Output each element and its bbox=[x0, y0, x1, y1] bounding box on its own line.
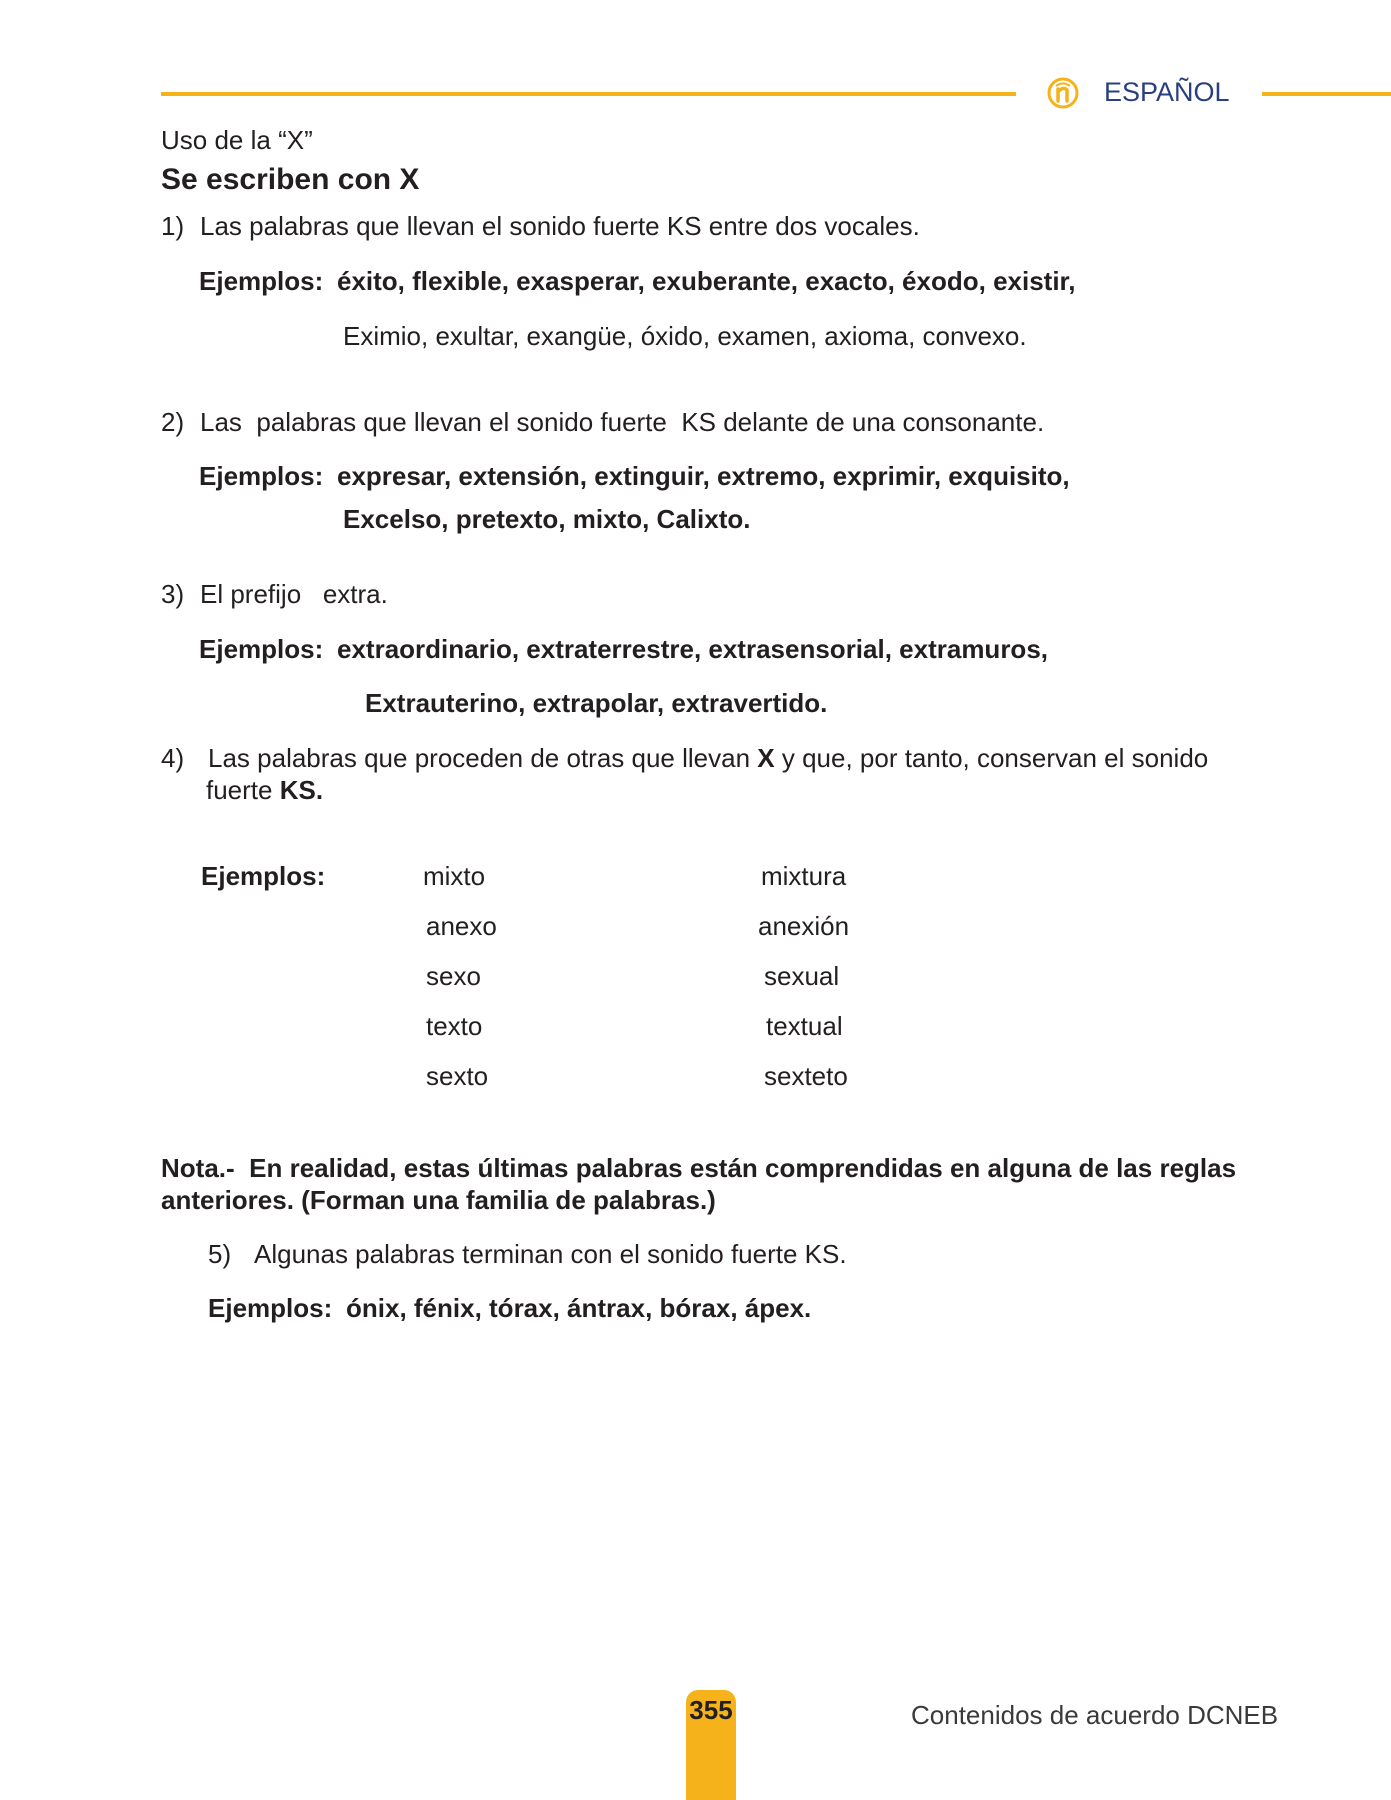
pair-derived: sexteto bbox=[764, 1061, 848, 1091]
rule-1-number: 1) bbox=[161, 211, 185, 241]
rule-2-text: Las palabras que llevan el sonido fuerte KS delante de una consonante. bbox=[200, 407, 1045, 437]
rule-3-examples-line1: extraordinario, extraterrestre, extrasensorial, extramuros, bbox=[337, 634, 1049, 664]
pair-base: sexo bbox=[426, 961, 481, 991]
rule-4-text-x: X bbox=[757, 743, 775, 773]
page-heading: Se escriben con X bbox=[161, 163, 420, 196]
rule-1-text: Las palabras que llevan el sonido fuerte KS entre dos vocales. bbox=[200, 211, 920, 241]
rule-4-text-b: y que, por tanto, conservan el sonido fuerte bbox=[206, 743, 1209, 805]
rule-2-number: 2) bbox=[161, 407, 185, 437]
rule-3-examples-line2: Extrauterino, extrapolar, extravertido. bbox=[365, 688, 828, 718]
rule-1-examples-line1: éxito, flexible, exasperar, exuberante, exacto, éxodo, existir, bbox=[337, 266, 1076, 296]
rule-5-examples-label: Ejemplos: bbox=[208, 1293, 333, 1323]
pair-base: mixto bbox=[423, 861, 486, 891]
note-paragraph bbox=[161, 1152, 1291, 1216]
rule-3-text: El prefijo extra. bbox=[200, 579, 388, 609]
rule-3-number: 3) bbox=[161, 579, 185, 609]
rule-4-text-ks: KS. bbox=[279, 775, 324, 805]
pair-derived: mixtura bbox=[761, 861, 847, 891]
pair-base: anexo bbox=[426, 911, 497, 941]
rule-2-examples-line1: expresar, extensión, extinguir, extremo, exprimir, exquisito, bbox=[337, 461, 1070, 491]
footer-text: Contenidos de acuerdo DCNEB bbox=[911, 1700, 1279, 1730]
rule-2-examples-label: Ejemplos: bbox=[199, 461, 324, 491]
rule-5-number: 5) bbox=[208, 1239, 232, 1269]
pair-derived: anexión bbox=[758, 911, 850, 941]
rule-1-examples-line2: Eximio, exultar, exangüe, óxido, examen, axioma, convexo. bbox=[343, 321, 1027, 351]
rule-5-examples-line1: ónix, fénix, tórax, ántrax, bórax, ápex. bbox=[346, 1293, 812, 1323]
rule-4-examples-label: Ejemplos: bbox=[201, 861, 326, 891]
pair-base: sexto bbox=[426, 1061, 489, 1091]
pair-derived: textual bbox=[766, 1011, 843, 1041]
rule-3-examples-label: Ejemplos: bbox=[199, 634, 324, 664]
n-circle-icon bbox=[1047, 77, 1079, 109]
page-number: 355 bbox=[689, 1695, 733, 1725]
intro-text: Uso de la “X” bbox=[161, 125, 313, 155]
rule-4-text-a: Las palabras que proceden de otras que llevan bbox=[208, 743, 758, 773]
header-rule-left bbox=[161, 92, 1016, 96]
subject-title: ESPAÑOL bbox=[1104, 77, 1230, 107]
header-rule-right bbox=[1262, 92, 1391, 96]
pair-base: texto bbox=[426, 1011, 483, 1041]
rule-5-text: Algunas palabras terminan con el sonido fuerte KS. bbox=[254, 1239, 847, 1269]
rule-4-number: 4) bbox=[161, 743, 185, 773]
note-text: En realidad, estas últimas palabras están comprendidas en alguna de las reglas anteriores. (Forman una familia de palabras.) bbox=[161, 1153, 1237, 1215]
pair-derived: sexual bbox=[764, 961, 840, 991]
rule-4-text bbox=[206, 742, 1276, 806]
note-label: Nota.- bbox=[161, 1153, 235, 1183]
rule-2-examples-line2: Excelso, pretexto, mixto, Calixto. bbox=[343, 504, 751, 534]
rule-1-examples-label: Ejemplos: bbox=[199, 266, 324, 296]
